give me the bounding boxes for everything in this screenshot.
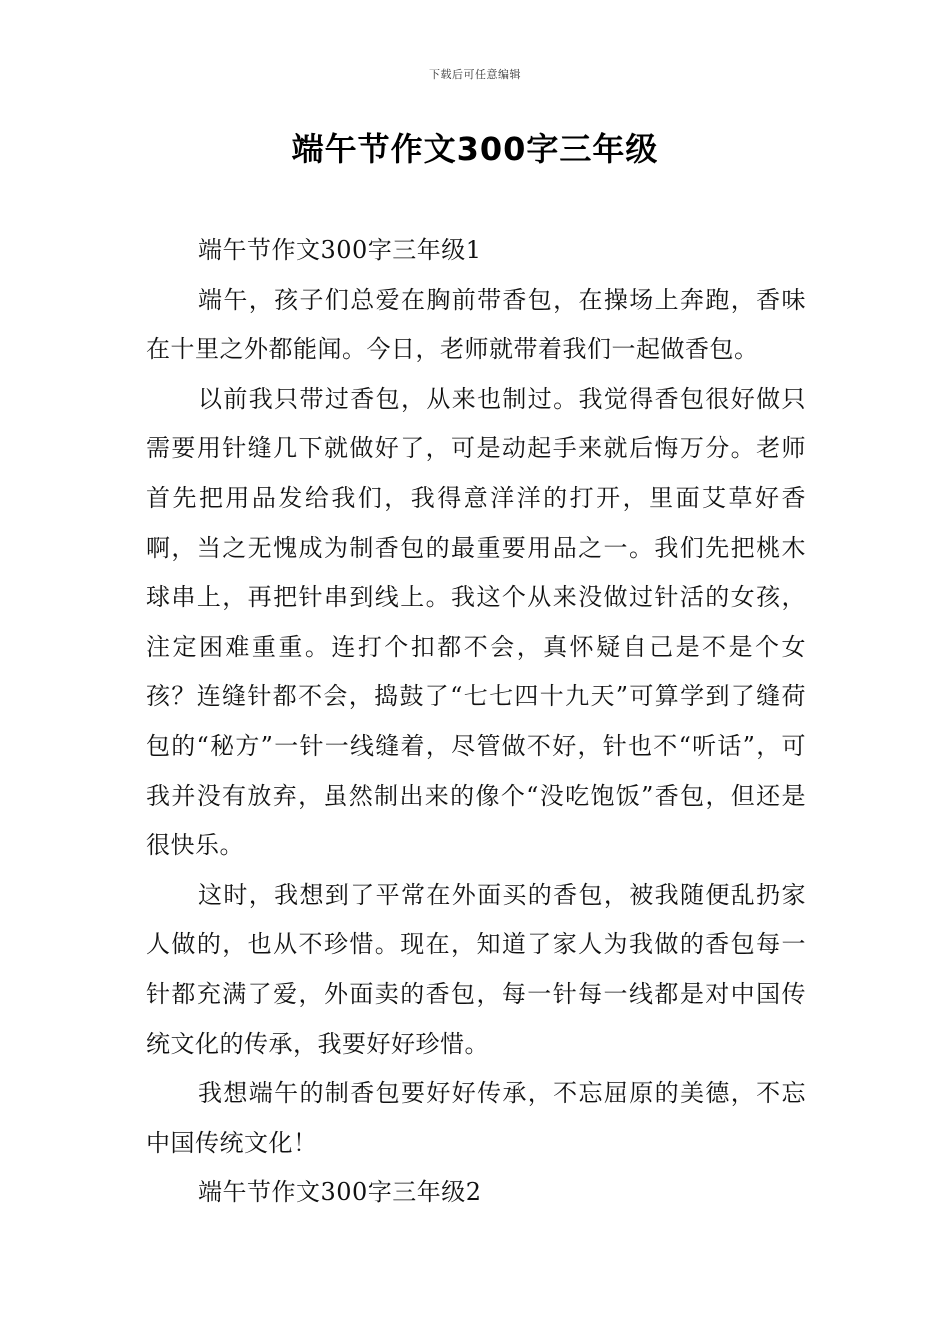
paragraph: 以前我只带过香包，从来也制过。我觉得香包很好做只需要用针缝几下就做好了，可是动起手来就后悔万分。老师首先把用品发给我们，我得意洋洋的打开，里面艾草好香啊，当之无愧成为制香包的最重要用品之一。我们先把桃木球串上，再把针串到线上。我这个从来没做过针活的女孩，注定困难重重。连打个扣都不会，真怀疑自己是不是个女孩？连缝针都不会，捣鼓了“七七四十九天”可算学到了缝荷包的“秘方”一针一线缝着，尽管做不好，针也不“听话”，可我并没有放弃，虽然制出来的像个“没吃饱饭”香包，但还是很快乐。 (146, 384, 806, 860)
paragraph: 端午，孩子们总爱在胸前带香包，在操场上奔跑，香味在十里之外都能闻。今日，老师就带着我们一起做香包。 (146, 285, 806, 364)
page-title: 端午节作文300字三年级 (291, 130, 659, 168)
section-heading: 端午节作文300字三年级1 (198, 236, 482, 264)
section-heading: 端午节作文300字三年级2 (198, 1178, 482, 1207)
paragraph: 这时，我想到了平常在外面买的香包，被我随便乱扔家人做的，也从不珍惜。现在，知道了家人为我做的香包每一针都充满了爱，外面卖的香包，每一针每一线都是对中国传统文化的传承，我要好好珍惜。 (146, 880, 806, 1058)
document-body (146, 226, 806, 1218)
header-note: 下载后可任意编辑 (429, 68, 521, 81)
paragraph: 我想端午的制香包要好好传承，不忘屈原的美德，不忘中国传统文化！ (146, 1079, 806, 1157)
